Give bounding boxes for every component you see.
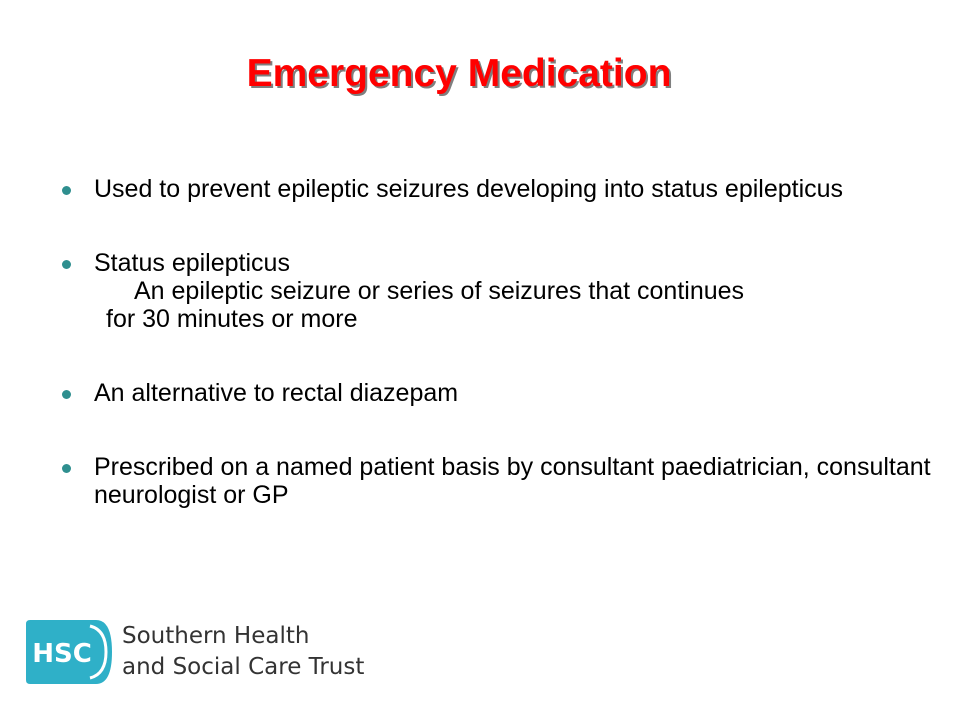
sub-definition-line2: for 30 minutes or more bbox=[106, 305, 358, 333]
bullet-item bbox=[62, 453, 932, 509]
bullet-item bbox=[62, 175, 932, 203]
bullet-list bbox=[62, 175, 932, 509]
logo-line2: and Social Care Trust bbox=[122, 654, 365, 680]
logo-wordmark bbox=[122, 621, 364, 683]
bullet-item bbox=[62, 379, 932, 407]
sub-definition-line1: An epileptic seizure or series of seizures that continues bbox=[134, 277, 745, 305]
bullet-text: Prescribed on a named patient basis by consultant paediatrician, consultant neurologist or GP bbox=[94, 453, 931, 509]
sub-definition bbox=[62, 277, 932, 333]
bullet-dot-icon bbox=[62, 464, 71, 473]
bullet-text: Used to prevent epileptic seizures developing into status epilepticus bbox=[94, 175, 844, 203]
hsc-logo bbox=[20, 616, 380, 688]
bullet-text: An alternative to rectal diazepam bbox=[94, 379, 459, 407]
bullet-dot-icon bbox=[62, 186, 71, 195]
logo-badge-text: HSC bbox=[32, 639, 92, 669]
bullet-text: Status epilepticus bbox=[94, 249, 290, 277]
slide-title: Emergency Medication bbox=[246, 52, 672, 95]
bullet-dot-icon bbox=[62, 260, 71, 269]
bullet-dot-icon bbox=[62, 390, 71, 399]
logo-line1: Southern Health bbox=[122, 623, 310, 649]
bullet-item bbox=[62, 249, 932, 277]
hsc-badge-icon bbox=[20, 616, 116, 688]
